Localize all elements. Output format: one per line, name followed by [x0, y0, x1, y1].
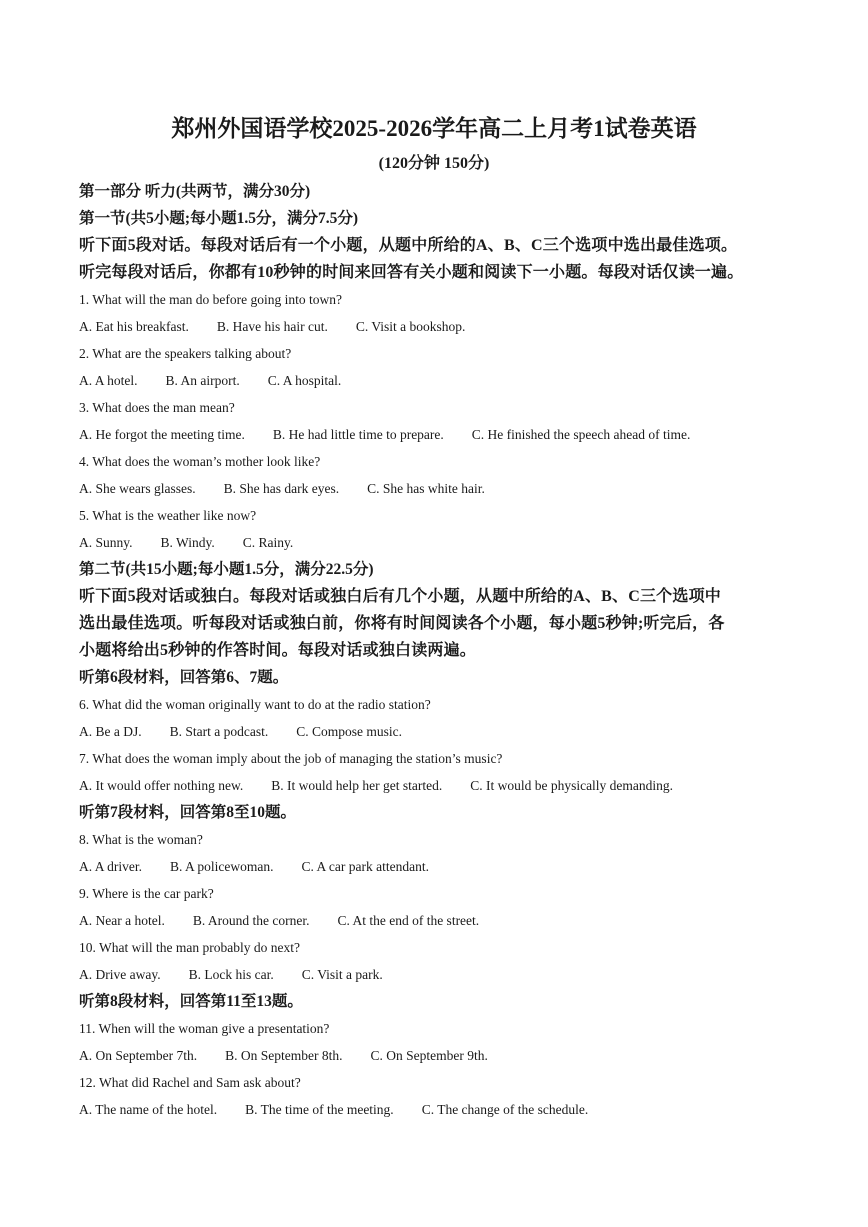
question-options	[79, 857, 429, 877]
option: C. It would be physically demanding.	[470, 778, 674, 793]
option: A. Eat his breakfast.	[79, 319, 189, 334]
option: C. A car park attendant.	[301, 859, 429, 874]
option: C. The change of the schedule.	[421, 1102, 589, 1117]
option: A. A hotel.	[79, 373, 138, 388]
section1-instruction-line: 听下面5段对话。每段对话后有一个小题，从题中所给的A、B、C三个选项中选出最佳选项。	[79, 237, 738, 254]
material-label: 听第6段材料，回答第6、7题。	[79, 669, 289, 686]
exam-duration-score: (120分钟 150分)	[378, 155, 490, 172]
option: C. At the end of the street.	[337, 913, 480, 928]
question-options	[79, 533, 293, 553]
option: A. A driver.	[79, 859, 142, 874]
option: A. Sunny.	[79, 535, 133, 550]
exam-title: 郑州外国语学校2025-2026学年高二上月考1试卷英语	[171, 116, 697, 141]
option: A. Near a hotel.	[79, 913, 165, 928]
option: B. On September 8th.	[225, 1048, 343, 1063]
section2-instruction-line: 听下面5段对话或独白。每段对话或独白后有几个小题，从题中所给的A、B、C三个选项中	[79, 588, 721, 605]
question-stem: 3. What does the man mean?	[79, 400, 235, 415]
section2-instruction-line: 小题将给出5秒钟的作答时间。每段对话或独白读两遍。	[79, 642, 477, 659]
question-options	[79, 317, 465, 337]
option: A. He forgot the meeting time.	[79, 427, 245, 442]
section2-instruction-line: 选出最佳选项。听每段对话或独白前，你将有时间阅读各个小题，每小题5秒钟;听完后，各	[79, 615, 725, 632]
option: C. Visit a park.	[301, 967, 383, 982]
question-options	[79, 1100, 588, 1120]
option: B. Lock his car.	[188, 967, 274, 982]
question-stem: 1. What will the man do before going into town?	[79, 292, 342, 307]
option: B. Start a podcast.	[169, 724, 269, 739]
material-label: 听第7段材料，回答第8至10题。	[79, 804, 297, 821]
question-stem: 9. Where is the car park?	[79, 886, 214, 901]
option: A. On September 7th.	[79, 1048, 198, 1063]
section2-heading: 第二节(共15小题;每小题1.5分，满分22.5分)	[79, 561, 374, 578]
question-stem: 8. What is the woman?	[79, 832, 203, 847]
option: C. Visit a bookshop.	[355, 319, 466, 334]
part1-heading: 第一部分 听力(共两节，满分30分)	[79, 183, 311, 200]
question-options	[79, 965, 383, 985]
question-options	[79, 425, 690, 445]
question-stem: 11. When will the woman give a presentation?	[79, 1021, 330, 1036]
option: C. She has white hair.	[367, 481, 485, 496]
material-label: 听第8段材料，回答第11至13题。	[79, 993, 303, 1010]
option: B. She has dark eyes.	[223, 481, 340, 496]
question-stem: 5. What is the weather like now?	[79, 508, 257, 523]
option: C. He finished the speech ahead of time.	[471, 427, 691, 442]
option: C. A hospital.	[267, 373, 342, 388]
option: B. He had little time to prepare.	[272, 427, 444, 442]
option: C. Rainy.	[242, 535, 294, 550]
section1-instruction-line: 听完每段对话后，你都有10秒钟的时间来回答有关小题和阅读下一小题。每段对话仅读一遍。	[79, 264, 744, 281]
option: B. Windy.	[160, 535, 215, 550]
question-stem: 12. What did Rachel and Sam ask about?	[79, 1075, 301, 1090]
option: B. Around the corner.	[192, 913, 310, 928]
question-options	[79, 371, 341, 391]
option: B. It would help her get started.	[271, 778, 443, 793]
option: B. The time of the meeting.	[245, 1102, 394, 1117]
option: A. She wears glasses.	[79, 481, 196, 496]
option: B. A policewoman.	[170, 859, 274, 874]
option: A. Be a DJ.	[79, 724, 142, 739]
option: B. An airport.	[165, 373, 240, 388]
section1-heading: 第一节(共5小题;每小题1.5分，满分7.5分)	[79, 210, 358, 227]
question-stem: 4. What does the woman’s mother look like?	[79, 454, 321, 469]
question-stem: 2. What are the speakers talking about?	[79, 346, 292, 361]
question-stem: 7. What does the woman imply about the job of managing the station’s music?	[79, 751, 503, 766]
question-options	[79, 776, 673, 796]
question-options	[79, 722, 402, 742]
question-options	[79, 911, 479, 931]
option: C. Compose music.	[296, 724, 402, 739]
question-options	[79, 1046, 488, 1066]
option: B. Have his hair cut.	[216, 319, 328, 334]
option: A. Drive away.	[79, 967, 161, 982]
question-stem: 10. What will the man probably do next?	[79, 940, 300, 955]
option: A. It would offer nothing new.	[79, 778, 244, 793]
option: C. On September 9th.	[370, 1048, 488, 1063]
question-options	[79, 479, 485, 499]
option: A. The name of the hotel.	[79, 1102, 218, 1117]
question-stem: 6. What did the woman originally want to do at the radio station?	[79, 697, 431, 712]
